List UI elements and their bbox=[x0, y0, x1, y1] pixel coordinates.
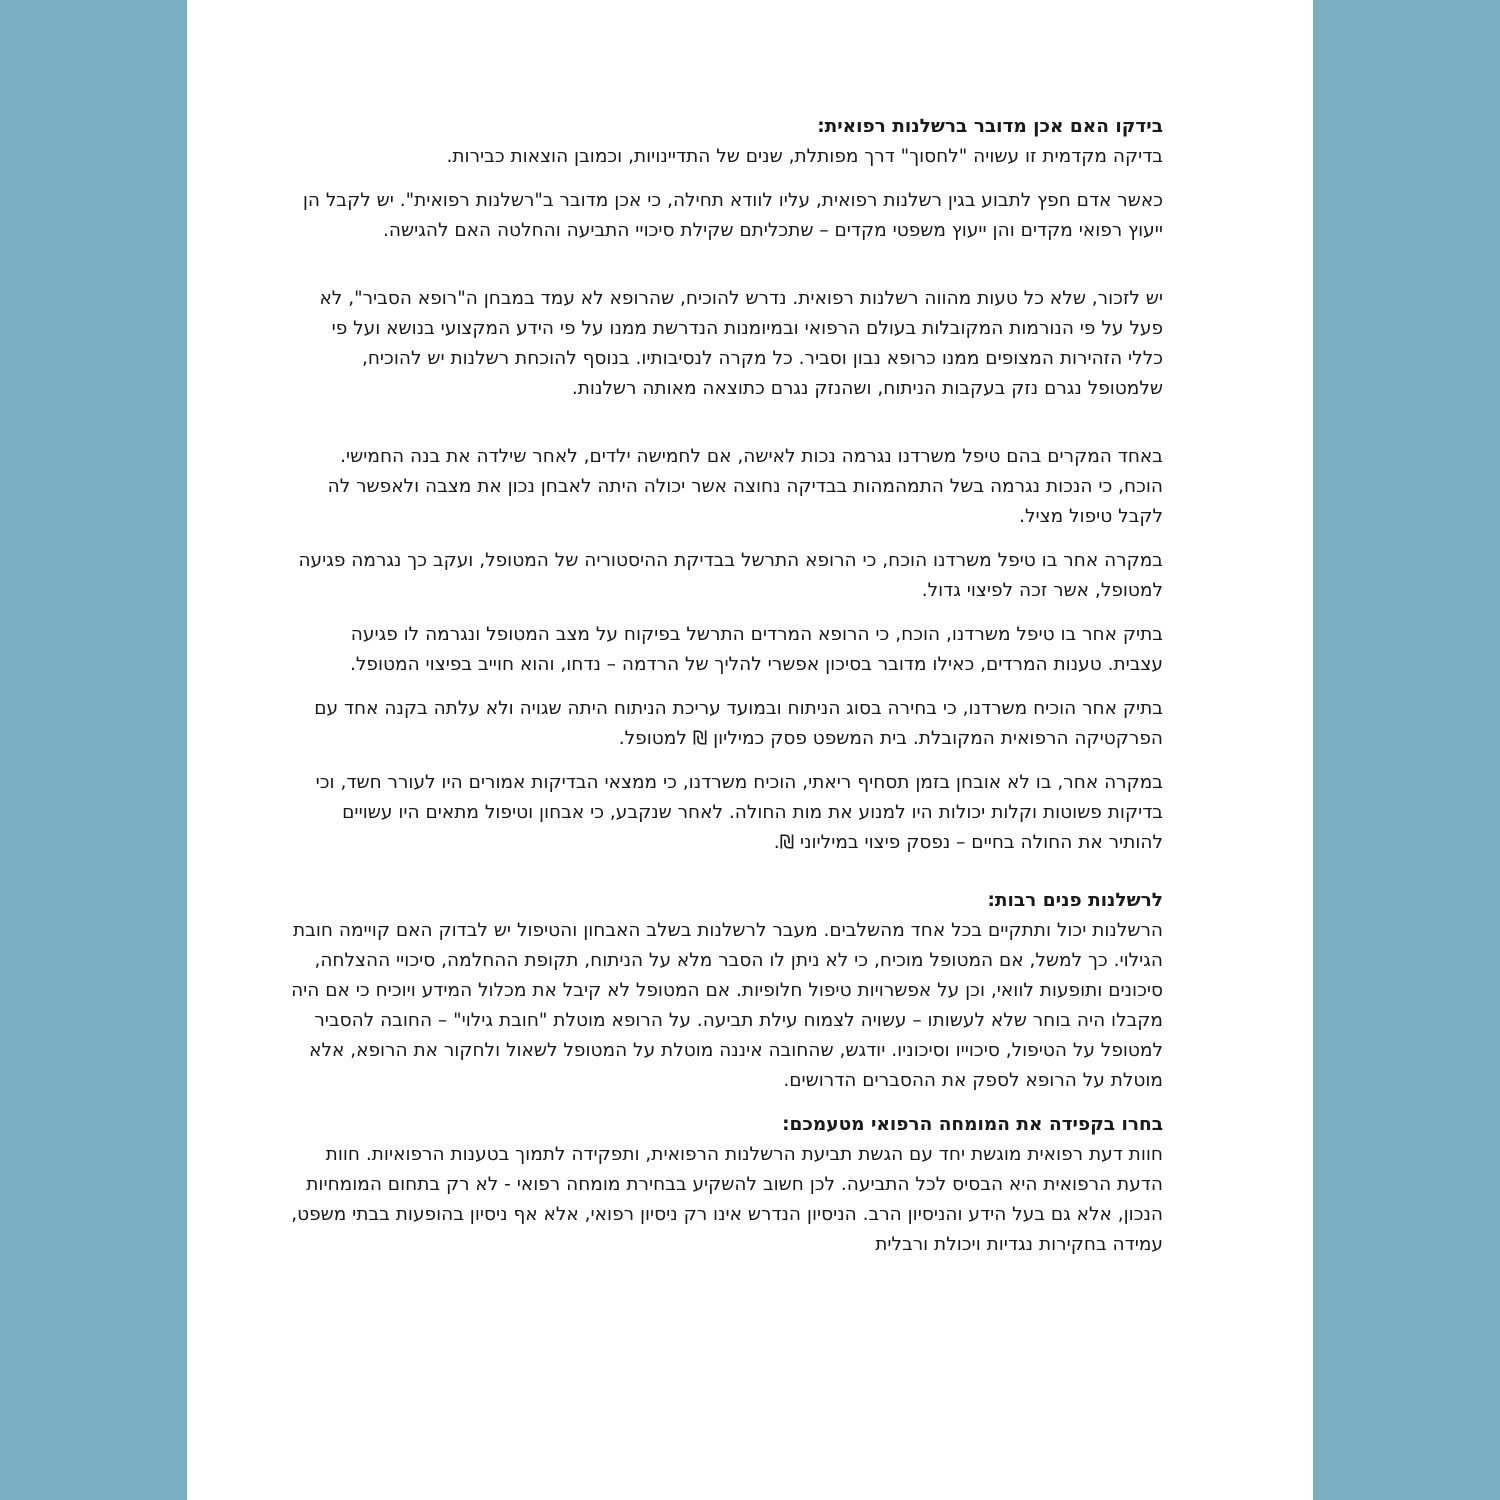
paragraph: במקרה אחר בו טיפל משרדנו הוכח, כי הרופא התרשל בבדיקת ההיסטוריה של המטופל, ועקב כך נגרמה פגיעה למטופל, אשר זכה לפיצוי גדול. bbox=[298, 550, 1163, 601]
paragraph: באחד המקרים בהם טיפל משרדנו נגרמה נכות לאישה, אם לחמישה ילדים, לאחר שילדה את בנה החמישי. הוכח, כי הנכות נגרמה בשל התמהמהות בבדיקה נחוצה אשר יכולה היתה לאבחן נכון את מצבה ולאפשר לה לקבל טיפול מציל. bbox=[327, 446, 1163, 527]
section-heading: בחרו בקפידה את המומחה הרפואי מטעמכם: bbox=[782, 1114, 1163, 1135]
document-page bbox=[187, 0, 1313, 1500]
paragraph: יש לזכור, שלא כל טעות מהווה רשלנות רפואית. נדרש להוכיח, שהרופא לא עמד במבחן ה"רופא הסביר", לא פעל על פי הנורמות המקובלות בעולם הרפואי ובמיומנות הנדרשת ממנו על פי הידע המקצועי בנושא ועל פי כללי הזהירות המצופים ממנו כרופא נבון וסביר. כל מקרה לנסיבותיו. בנוסף להוכחת רשלנות יש להוכיח, שלמטופל נגרם נזק בעקבות הניתוח, ושהנזק נגרם כתוצאה מאותה רשלנות. bbox=[319, 288, 1163, 399]
section-heading: בידקו האם אכן מדובר ברשלנות רפואית: bbox=[817, 116, 1163, 137]
paragraph: בדיקה מקדמית זו עשויה "לחסוך" דרך מפותלת, שנים של התדיינויות, וכמובן הוצאות כבירות. bbox=[446, 146, 1163, 167]
section-heading: לרשלנות פנים רבות: bbox=[987, 890, 1163, 911]
paragraph: חוות דעת רפואית מוגשת יחד עם הגשת תביעת הרשלנות הרפואית, ותפקידה לתמוך בטענות הרפואיות. חוות הדעת הרפואית היא הבסיס לכל התביעה. לכן חשוב להשקיע בבחירת מומחה רפואי - לא רק בתחום המומחיות הנכון, אלא גם בעל הידע והניסיון הרב. הניסיון הנדרש אינו רק ניסיון רפואי, אלא אף ניסיון בהופעות בבתי משפט, עמידה בחקירות נגדיות ויכולת ורבלית bbox=[291, 1144, 1163, 1255]
section-check-negligence bbox=[291, 112, 1163, 858]
paragraph: כאשר אדם חפץ לתבוע בגין רשלנות רפואית, עליו לוודא תחילה, כי אכן מדובר ב"רשלנות רפואית". יש לקבל הן ייעוץ רפואי מקדים והן ייעוץ משפטי מקדים – שתכליתם שקילת סיכויי התביעה והחלטה האם להגישה. bbox=[302, 190, 1163, 241]
section-negligence-faces bbox=[291, 886, 1163, 1096]
document-body bbox=[291, 112, 1163, 1260]
paragraph: הרשלנות יכול ותתקיים בכל אחד מהשלבים. מעבר לרשלנות בשלב האבחון והטיפול יש לבדוק האם קויימה חובת הגילוי. כך למשל, אם המטופל מוכיח, כי לא ניתן לו הסבר מלא על הניתוח, תקופת ההחלמה, סיכויי ההצלחה, סיכונים ותופעות לוואי, וכן על אפשרויות טיפול חלופיות. אם המטופל לא קיבל את מכלול המידע ויוכיח כי אם היה מקבלו היה בוחר שלא לעשותו – עשויה לצמוח עילת תביעה. על הרופא מוטלת "חובת גילוי" – החובה להסביר למטופל על הטיפול, סיכוייו וסיכוניו. יודגש, שהחובה איננה מוטלת על המטופל לשאול ולחקור את הרופא, אלא מוטלת על הרופא לספק את ההסברים הדרושים. bbox=[291, 920, 1163, 1091]
paragraph: במקרה אחר, בו לא אובחן בזמן תסחיף ריאתי, הוכיח משרדנו, כי ממצאי הבדיקות אמורים היו לעורר חשד, וכי בדיקות פשוטות וקלות יכולות היו למנוע את מות החולה. לאחר שנקבע, כי אבחון וטיפול מתאים היו עשויים להותיר את החולה בחיים – נפסק פיצוי במיליוני ₪. bbox=[315, 772, 1163, 853]
paragraph: בתיק אחר הוכיח משרדנו, כי בחירה בסוג הניתוח ובמועד עריכת הניתוח היתה שגויה ולא עלתה בקנה אחד עם הפרקטיקה הרפואית המקובלת. בית המשפט פסק כמיליון ₪ למטופל. bbox=[314, 698, 1163, 749]
section-choose-expert bbox=[291, 1110, 1163, 1260]
paragraph: בתיק אחר בו טיפל משרדנו, הוכח, כי הרופא המרדים התרשל בפיקוח על מצב המטופל ונגרמה לו פגיעה עצבית. טענות המרדים, כאילו מדובר בסיכון אפשרי להליך של הרדמה – נדחו, והוא חוייב בפיצוי המטופל. bbox=[350, 624, 1163, 675]
